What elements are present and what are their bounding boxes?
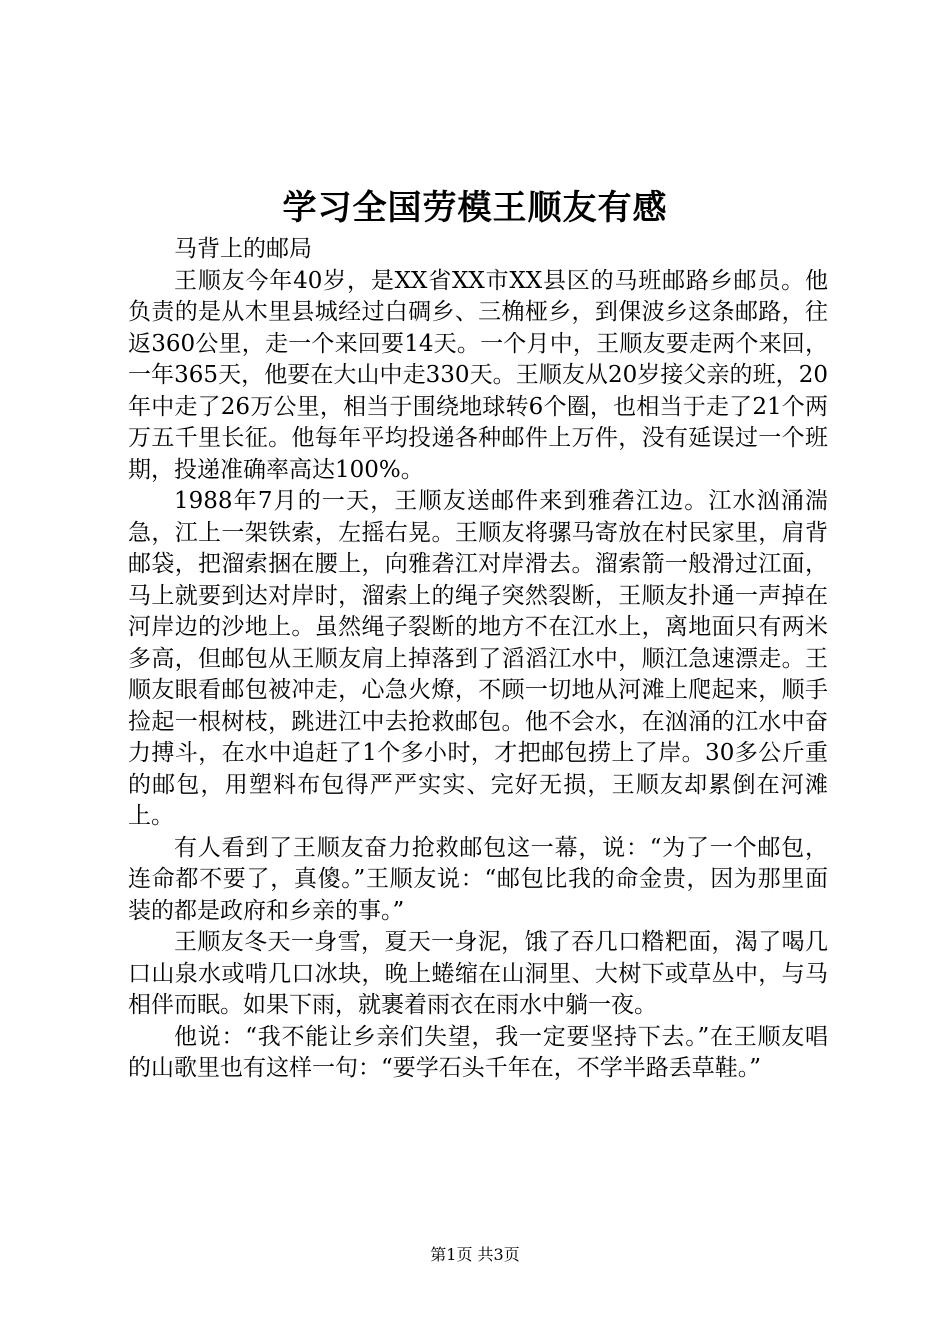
paragraph: 1988年7月的一天，王顺友送邮件来到雅砻江边。江水汹涌湍急，江上一架铁索，左摇右晃。王顺友将骡马寄放在村民家里，肩背邮袋，把溜索捆在腰上，向雅砻江对岸滑去。溜索箭一般滑过江面，马上就要到达对岸时，溜索上的绳子突然裂断，王顺友扑通一声掉在河岸边的沙地上。虽然绳子裂断的地方不在江水上，离地面只有两米多高，但邮包从王顺友肩上掉落到了滔滔江水中，顺江急速漂走。王顺友眼看邮包被冲走，心急火燎，不顾一切地从河滩上爬起来，顺手捡起一根树枝，跳进江中去抢救邮包。他不会水，在汹涌的江水中奋力搏斗，在水中追赶了1个多小时，才把邮包捞上了岸。30多公斤重的邮包，用塑料布包得严严实实、完好无损，王顺友却累倒在河滩上。	[128, 488, 828, 829]
document-body	[128, 234, 828, 1085]
paragraph: 他说：“我不能让乡亲们失望，我一定要坚持下去。”在王顺友唱的山歌里也有这样一句：“要学石头千年在，不学半路丢草鞋。”	[128, 1023, 828, 1081]
paragraph: 王顺友今年40岁，是XX省XX市XX县区的马班邮路乡邮员。他负责的是从木里县城经过白碉乡、三桷桠乡，到倮波乡这条邮路，往返360公里，走一个来回要14天。一个月中，王顺友要走两个来回，一年365天，他要在大山中走330天。王顺友从20岁接父亲的班，20年中走了26万公里，相当于围绕地球转6个圈，也相当于走了21个两万五千里长征。他每年平均投递各种邮件上万件，没有延误过一个班期，投递准确率高达100%。	[128, 267, 828, 483]
paragraph: 王顺友冬天一身雪，夏天一身泥，饿了吞几口糌粑面，渴了喝几口山泉水或啃几口冰块，晚上蜷缩在山洞里、大树下或草丛中，与马相伴而眠。如果下雨，就裹着雨衣在雨水中躺一夜。	[128, 929, 828, 1018]
subheading: 马背上的邮局	[174, 236, 312, 262]
page-footer: 第1页 共3页	[430, 1245, 520, 1264]
paragraph: 有人看到了王顺友奋力抢救邮包这一幕，说：“为了一个邮包，连命都不要了，真傻。”王顺友说：“邮包比我的命金贵，因为那里面装的都是政府和乡亲的事。”	[128, 834, 828, 924]
document-title: 学习全国劳模王顺友有感	[282, 188, 668, 228]
